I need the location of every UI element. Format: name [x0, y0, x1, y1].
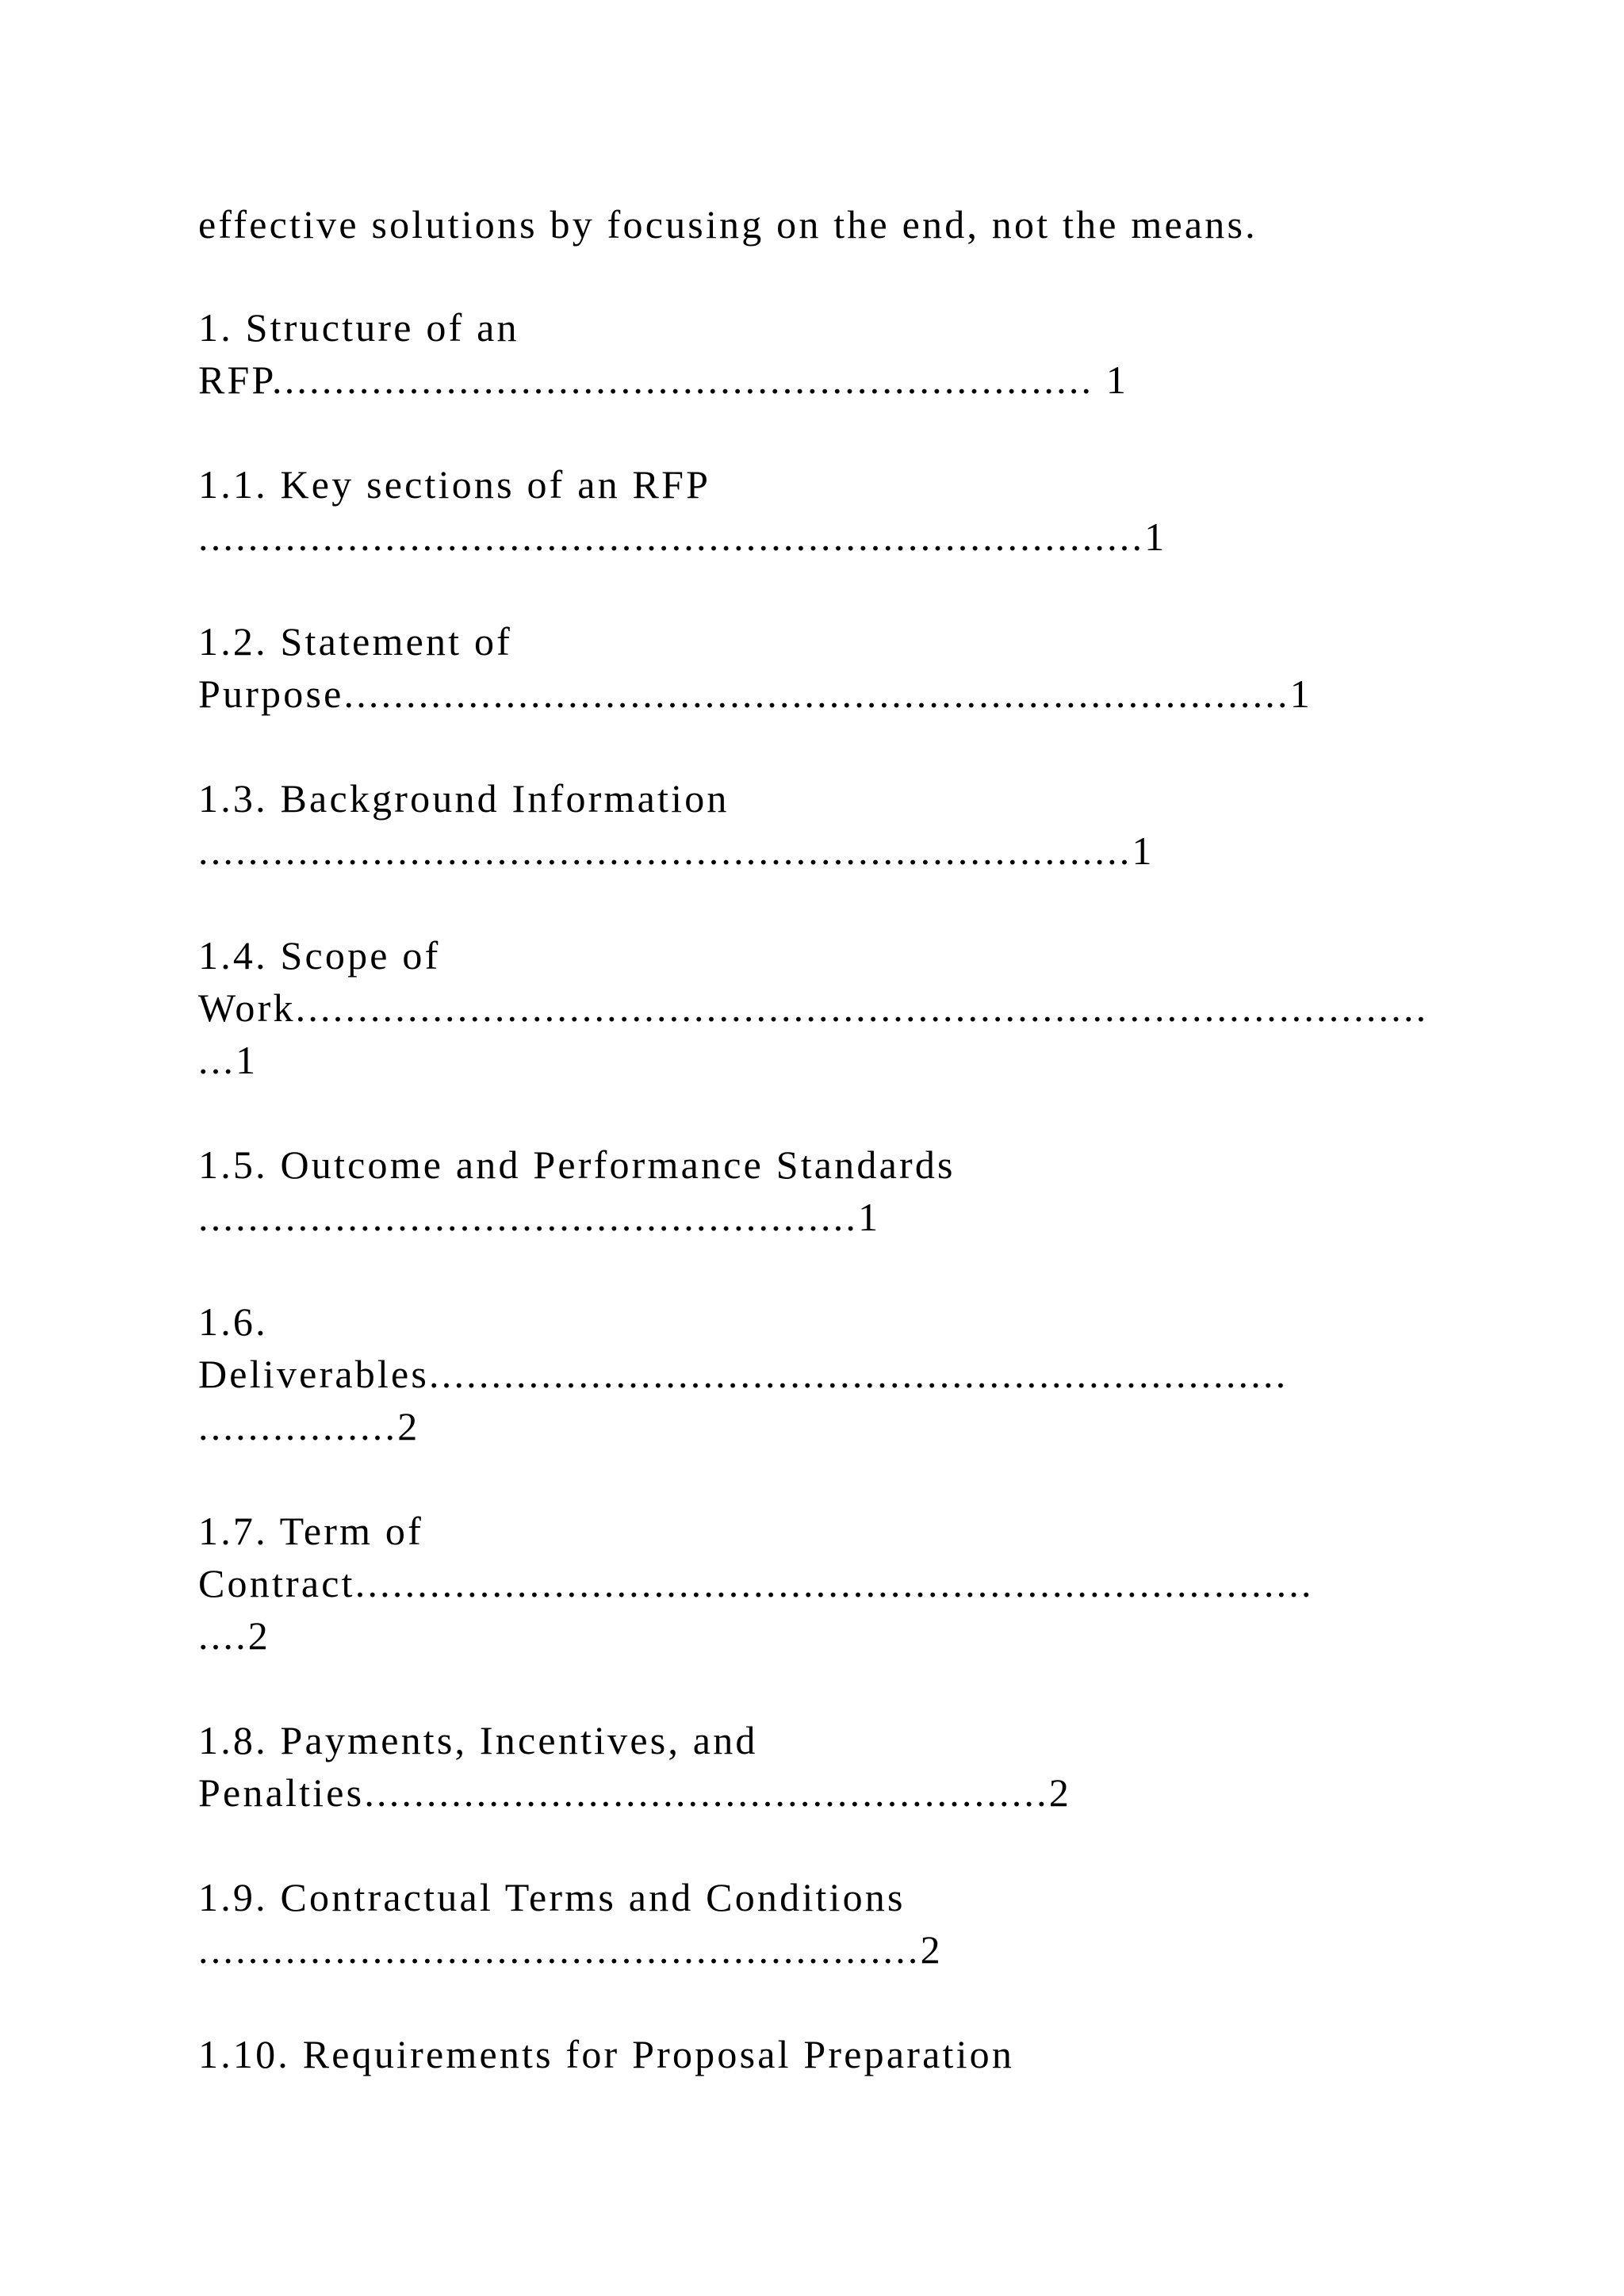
- toc-entry-1-3-title: 1.3. Background Information: [198, 776, 730, 821]
- toc-entry-1-7-page: ....2: [198, 1613, 270, 1658]
- toc-entry-1-6-leader: Deliverables.....................................................................: [198, 1352, 1289, 1396]
- toc-entry-1-5-leader: .....................................................1: [198, 1195, 881, 1239]
- toc-entry-1-4-leader: Work...........................................................................................: [198, 985, 1429, 1030]
- toc-entry-1-3-leader: ...........................................................................1: [198, 828, 1155, 873]
- toc-entry-1-2-title: 1.2. Statement of: [198, 619, 513, 664]
- toc-entry-1-2-leader: Purpose............................................................................1: [198, 672, 1312, 716]
- toc-entry-1-6-title: 1.6.: [198, 1299, 268, 1344]
- intro-line: effective solutions by focusing on the end, not the means.: [198, 202, 1258, 247]
- document-page: [198, 0, 1435, 2296]
- toc-entry-1-1-leader: ............................................................................1: [198, 515, 1167, 559]
- toc-entry-1-10-title: 1.10. Requirements for Proposal Preparation: [198, 2032, 1015, 2076]
- toc-entry-1-5-title: 1.5. Outcome and Performance Standards: [198, 1142, 956, 1187]
- toc-entry-1-8-title: 1.8. Payments, Incentives, and: [198, 1718, 758, 1762]
- toc-entry-1-leader: RFP.................................................................. 1: [198, 358, 1129, 402]
- toc-entry-1-8-leader: Penalties.......................................................2: [198, 1770, 1072, 1815]
- toc-entry-1-7-leader: Contract.............................................................................: [198, 1561, 1314, 1605]
- toc-entry-1-1-title: 1.1. Key sections of an RFP: [198, 462, 711, 507]
- toc-entry-1-4-page: ...1: [198, 1038, 259, 1082]
- toc-entry-1-9-leader: ..........................................................2: [198, 1927, 943, 1972]
- toc-entry-1-6-page: ................2: [198, 1404, 420, 1448]
- toc-entry-1-title: 1. Structure of an: [198, 305, 519, 350]
- toc-entry-1-7-title: 1.7. Term of: [198, 1509, 423, 1553]
- toc-entry-1-9-title: 1.9. Contractual Terms and Conditions: [198, 1875, 906, 1919]
- toc-entry-1-4-title: 1.4. Scope of: [198, 933, 441, 978]
